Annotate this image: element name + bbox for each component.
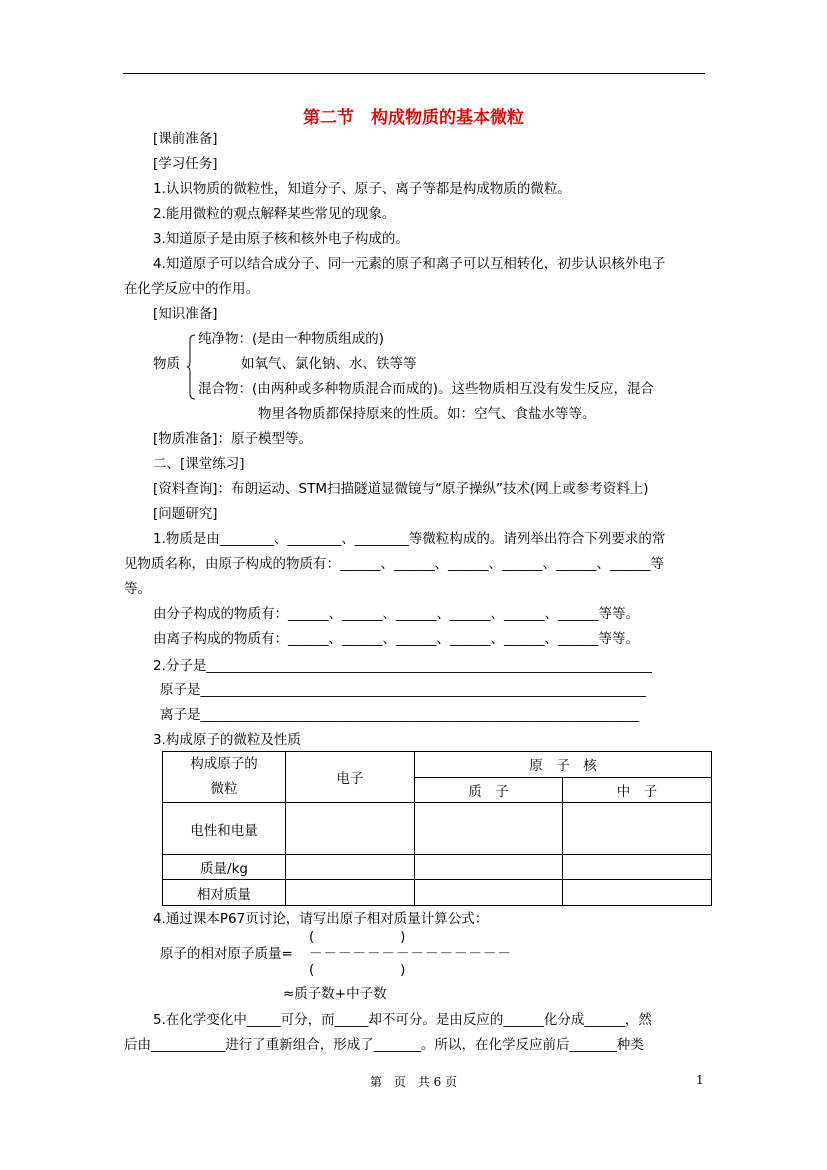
header-rule xyxy=(123,73,705,74)
cell-electron-relmass[interactable] xyxy=(286,880,415,906)
question-4: 4.通过课本P67页讨论，请写出原子相对质量计算公式： xyxy=(153,911,489,927)
formula-approx: ≈质子数+中子数 xyxy=(283,986,387,1002)
row-relmass-label: 相对质量 xyxy=(163,880,286,906)
pure-substance-text: 纯净物：(是由一种物质组成的) xyxy=(198,331,385,347)
page-count: 第 页 共 6 页 xyxy=(369,1075,458,1089)
question-3: 3.构成原子的微粒及性质 xyxy=(153,732,301,748)
section-label-prep: [课前准备] xyxy=(153,131,218,147)
formula-denominator: ( ) xyxy=(309,962,406,978)
row-charge-label: 电性和电量 xyxy=(163,803,286,855)
question-1: 1.物质是由________、________、________等微粒构成的。请列举出符合下列要求的常 xyxy=(153,531,666,547)
pure-examples-text: 如氧气、氯化钠、水、铁等等 xyxy=(241,356,417,372)
cell-electron-mass[interactable] xyxy=(286,855,415,880)
section-label-tasks: [学习任务] xyxy=(153,156,218,172)
task-item-1: 1.认识物质的微粒性，知道分子、原子、离子等都是构成物质的微粒。 xyxy=(153,181,571,197)
curly-brace-icon xyxy=(186,334,196,400)
section-label-practice: 二、[课堂练习] xyxy=(153,456,245,472)
reference-lookup: [资料查询]：布朗运动、STM扫描隧道显微镜与“原子操纵”技术(网上或参考资料上) xyxy=(153,481,649,497)
atom-particles-table xyxy=(162,751,712,906)
cell-electron-charge[interactable] xyxy=(286,803,415,855)
formula-label: 原子的相对原子质量= xyxy=(160,946,293,962)
question-5-cont: 后由___________进行了重新组合，形成了_______。所以，在化学反应前后_______种类 xyxy=(124,1037,644,1053)
material-prep: [物质准备]：原子模型等。 xyxy=(153,431,313,447)
substance-label: 物质 xyxy=(153,356,180,372)
task-item-2: 2.能用微粒的观点解释某些常见的现象。 xyxy=(153,206,396,222)
header-electron: 电子 xyxy=(286,752,415,803)
question-1-molecules: 由分子构成的物质有：______、______、______、______、______、______等等。 xyxy=(153,606,639,622)
question-2-atom: 原子是__________________________________________________________________ xyxy=(160,682,646,698)
page-title: 第二节 构成物质的基本微粒 xyxy=(303,108,524,128)
section-label-research: [问题研究] xyxy=(153,506,218,522)
cell-neutron-charge[interactable] xyxy=(563,803,712,855)
task-item-4: 4.知道原子可以结合成分子、同一元素的原子和离子可以互相转化，初步认识核外电子 xyxy=(153,256,666,272)
page-number: 1 xyxy=(696,1073,704,1087)
formula-numerator: ( ) xyxy=(309,929,406,945)
header-neutron: 中 子 xyxy=(563,777,712,803)
question-1-cont: 见物质名称，由原子构成的物质有：______、______、______、______、______、______等 xyxy=(124,556,664,572)
header-particle: 构成原子的 微粒 xyxy=(163,752,286,803)
question-5: 5.在化学变化中_____可分，而_____却不可分。是由反应的______化分成______，然 xyxy=(153,1012,652,1028)
cell-neutron-relmass[interactable] xyxy=(563,880,712,906)
header-nucleus: 原 子 核 xyxy=(415,752,712,778)
task-item-4-cont: 在化学反应中的作用。 xyxy=(124,281,259,297)
section-label-knowledge: [知识准备] xyxy=(153,306,218,322)
question-1-end: 等。 xyxy=(124,581,151,597)
row-mass-label: 质量/kg xyxy=(163,855,286,880)
question-1-ions: 由离子构成的物质有：______、______、______、______、______、______等等。 xyxy=(153,631,639,647)
mixture-text: 混合物：(由两种或多种物质混合而成的)。这些物质相互没有发生反应，混合 xyxy=(198,381,655,397)
cell-proton-charge[interactable] xyxy=(415,803,563,855)
header-proton: 质 子 xyxy=(415,777,563,803)
cell-neutron-mass[interactable] xyxy=(563,855,712,880)
task-item-3: 3.知道原子是由原子核和核外电子构成的。 xyxy=(153,231,409,247)
cell-proton-relmass[interactable] xyxy=(415,880,563,906)
question-2-ion: 离子是_________________________________________________________________ xyxy=(160,707,640,723)
formula-fraction-bar: －－－－－－－－－－－－－－ xyxy=(309,946,512,962)
mixture-text-cont: 物里各物质都保持原来的性质。如：空气、食盐水等等。 xyxy=(258,406,596,422)
question-2-molecule: 2.分子是__________________________________________________________________ xyxy=(153,658,652,674)
cell-proton-mass[interactable] xyxy=(415,855,563,880)
